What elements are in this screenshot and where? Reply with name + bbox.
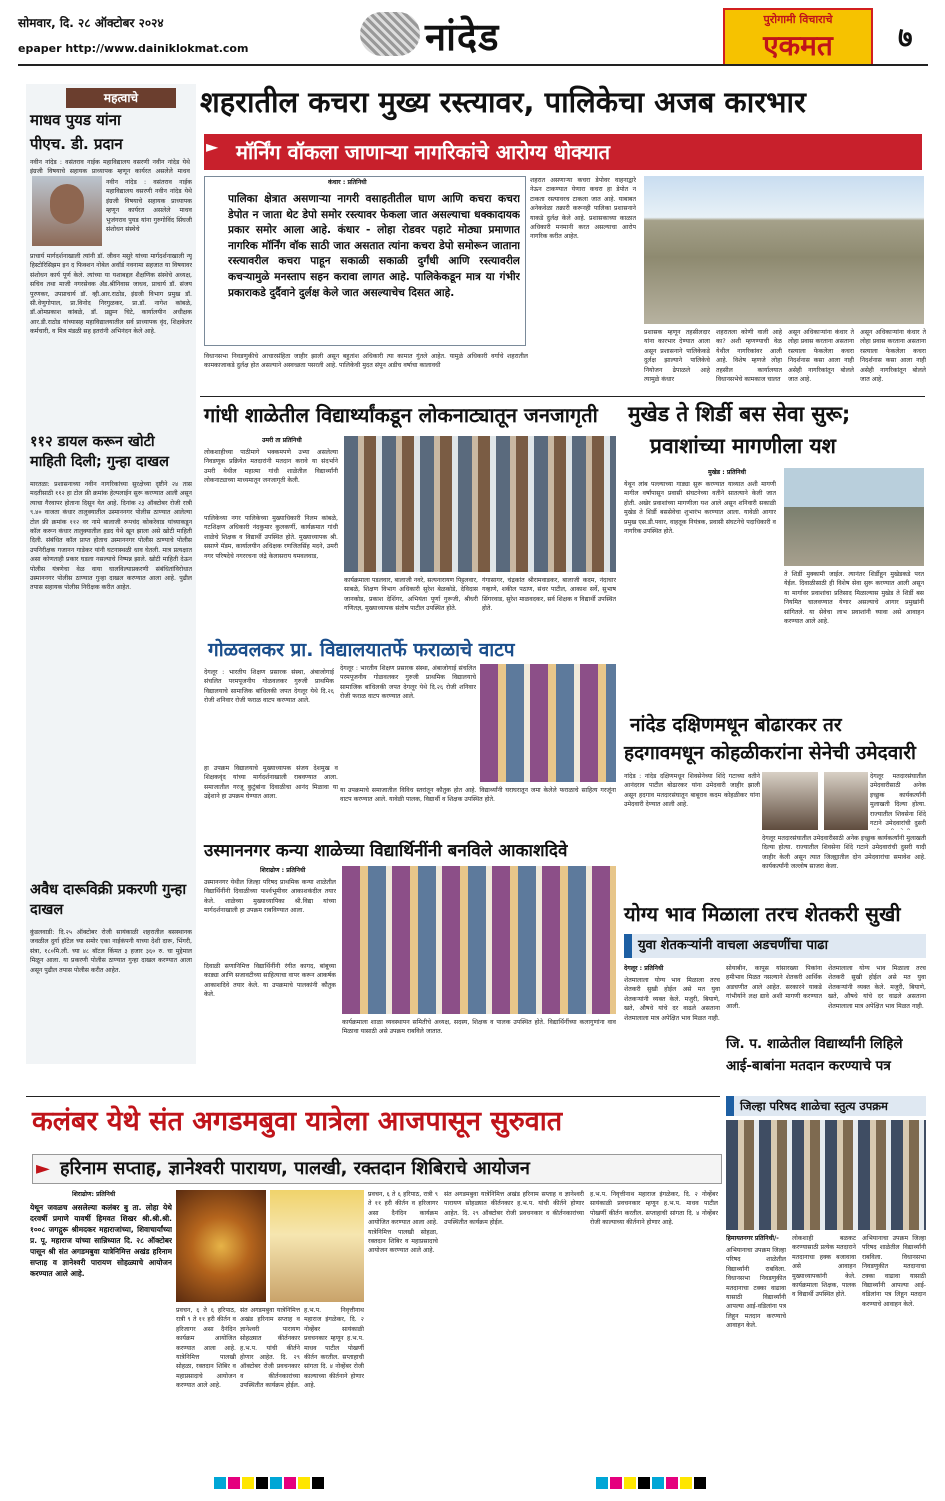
top-col5b: असून अधिकाऱ्यांना कंधार ते लोहा प्रवास करताना असताना रस्त्याला फेकलेला कचरा निदर्शनास कसा आला नाही असेही नागरिकांतून बोलले जात आहे. [860,329,926,384]
zp-body3: अभियानाचा उपक्रम जिल्हा परिषद शाळेतील विद्यार्थ्यांनी राबविला. विधानसभा निवडणुकीत मतदानाचा टक्का वाढावा यासाठी विद्यार्थ्यांनी आपल्या आई-वडिलांना पत्र लिहून मतदान करण्याचे आवाहन केले. [862,1235,926,1308]
farmer-body3: शेतमालाला योग्य भाव मिळाला तरच शेतकरी सुखी होईल असे मत युवा शेतकऱ्यांनी व्यक्त केले. मजुरी, बियाणे, खते, औषधे यांचे दर वाढले असताना शेतमालाला मात्र अपेक्षित भाव मिळत नाही. [828,965,926,1010]
arrow-icon: ► [206,142,219,156]
farmer-byline: देगलूर : प्रतिनिधी [624,965,664,972]
cmyk-swatch [270,1477,282,1489]
lanterns-photo [342,866,616,1014]
sidebar-story2-body: मारतळा: प्रशासनाच्या नवीन नागरिकांच्या सुरक्षेच्या दृष्टीने २४ तास मदतीसाठी ११२ हा टोल फ्री क्रमांक हेल्पलाईन सुरू करण्यात आली असून त्याचा गैरवापर होताना दिसून येत आहे. दिनांक २३ ऑक्टोबर रोजी रात्री ९.४० वाजता कंधार तालुक्यातील उस्माननगर पोलीस ठाण्यात आलेल्या टोल फ्री क्रमांक ११२ वर नामे बालाजी रूपचंद कोकरेवाड यांच्याकडून कॉल करून कंधार तालुक्यातील हडद येथे खून झाला असे खोटी माहिती दिली. संबंधित कॉल प्राप्त होताच उस्माननगर पोलीस ठाण्याचे पोलीस उपनिरीक्षक गजानन गाडेकर यांनी घटनास्थळी धाव घेतली. मात्र प्रत्यक्षात असा कोणताही प्रकार घडला नसल्याचे निष्पन्न झाले. खोटी माहिती देऊन पोलीस यंत्रणेचा वेळ वाया घालविल्याप्रकरणी संबंधितांविरोधात उस्माननगर पोलीस ठाण्यात गुन्हा दाखल करण्यात आला आहे. पुढील तपास सहायक पोलीस निरीक्षक करीत आहेत. [30,481,192,592]
sidebar-story1-side: नवीन नांदेड : वसंतराव नाईक महाविद्यालय वसरणी नवीन नांदेड येथे इंग्रजी विषयाचे सहायक प्राध्यापक म्हणून कार्यरत असलेले माधव भुजंगराव पुयड यांना गुरुगोविंद सिंघजी संशोधन संस्थेचे [106,179,192,234]
farmer-subhead: युवा शेतकऱ्यांनी वाचला अडचणींचा पाढा [624,934,926,958]
top-byline: कंधार : प्रतिनिधी [328,179,367,186]
top-headline: शहरातील कचरा मुख्य रस्त्यावर, पालिकेचा अजब कारभार [200,85,806,119]
kalambar-col4: ह.भ.प. निवृत्तीनाथ महाराज इंगळेकर, दि. २ नोव्हेंबर सायंकाळी प्रवचनकार म्हणून ह.भ.प. माधव पाटील पोखर्णी कीर्तन करतील. सप्ताहाची सांगता दि. ४ नोव्हेंबर रोजी काल्याच्या कीर्तनाने होणार आहे. [590,1191,718,1227]
epaper-link[interactable]: epaper http://www.dainiklokmat.com [18,42,249,55]
zp-byline: हिमायतनगर प्रतिनिधी/- [726,1235,779,1242]
kalambar-headline: कलंबर येथे संत अगडमबुवा यात्रेला आजपासून सुरुवात [32,1106,563,1137]
top-lead: पालिका क्षेत्रात असणाऱ्या नागरी वसाहतीतील घाण आणि कचरा कचरा डेपोत न जाता थेट डेपो समोर रस्त्यावर फेकला जात असल्याचा धक्कादायक प्रकार समोर आला आहे. कंधार - लोहा रोडवर पहाटे मोठ्या प्रमाणात नागरिक मॉर्निंग वॉक साठी जात असतात त्यांना कचरा डेपो समोरून जाताना रस्त्यावरील कचरा पाहून सकाळी सकाळी दुर्गंधी आणि रस्त्यावरील कचऱ्यामुळे मनस्ताप सहन करावा लागत आहे. पालिकेकडून मात्र या गंभीर प्रकाराकडे दुर्दैवाने दुर्लक्ष केले जात असल्याचेच दिसत आहे. [228,193,520,299]
golwalkar-body-side: देगलूर : भारतीय शिक्षण प्रसारक संस्था, अंबाजोगाई संचलित परमपूजनीय गोळवलकर गुरुजी प्राथमिक विद्यालयाचे सामाजिक बांधिलकी जपत देगलूर येथे दि.२६ रोजी शनिवार रोजी फराळ वाटप करण्यात आले. [340,665,476,701]
city-emblem-icon [360,12,420,56]
cmyk-swatch [680,1477,692,1489]
cmyk-swatch [666,1477,678,1489]
usmannagar-body3: कार्यक्रमाला शाळा व्यवस्थापन समितीचे अध्यक्ष, सदस्य, शिक्षक व पालक उपस्थित होते. विद्यार्थिनींच्या कलागुणांना वाव मिळावा यासाठी असे उपक्रम राबविले जातात. [342,1019,616,1036]
divider [26,1096,720,1097]
cmyk-swatch [214,1477,226,1489]
nanded-side-a: देगलूर मतदारसंघातील उमेदवारीसाठी अनेक इच्छुक कार्यकर्त्यांनी मुलाखती दिल्या होत्या. राज्यातील शिवसेना शिंदे गटाने उमेदवारांची दुसरी [870,773,926,828]
mukhed-body: येथून लांब पल्ल्याच्या गाड्या सुरू करण्यात याव्यात अशी मागणी मागील वर्षांपासून प्रवासी संघटनेच्या वतीने सातत्याने केली जात होती. अखेर प्रवाशांच्या मागणीला यश आले असून शनिवारी सकाळी मुखेड ते शिर्डी बससेवेचा शुभारंभ करण्यात आला. यावेळी आगार प्रमुख एस.डी.पवार, वाहतूक नियंत्रक, प्रवासी संघटनेचे पदाधिकारी व नागरिक उपस्थित होते. [624,481,776,536]
section-city: नांदेड [425,15,500,59]
kalambar-col1d: ह.भ.प. निवृत्तीनाथ महाराज इंगळेकर, दि. २ नोव्हेंबर सायंकाळी प्रवचनकार म्हणून ह.भ.प. माधव पाटील पोखर्णी कीर्तन करतील. सप्ताहाची सांगता दि. ४ नोव्हेंबर रोजी काल्याच्या कीर्तनाने होणार आहे. [304,1307,364,1390]
cmyk-swatch [242,1477,254,1489]
kalambar-lead: येथून जवळच असलेल्या कलंबर बु ता. लोहा येथे दरवर्षी प्रमाणे यावर्षी हिमवत शिखर श्री.श्री.श्री. १००८ जगद्गुरू श्रीमदकर महाराजांच्या, शिवाचार्यांच्या प्र. पू. महाराज यांच्या सान्निध्यात दि. २८ ऑक्टोबर पासून श्री संत अगडमबुवा यात्रेनिमित्त अखंड हरिनाम सप्ताह व ज्ञानेश्वरी पारायण सोहळ्याचे आयोजन करण्यात आले आहे. [30,1203,172,1278]
gandhi-byline: उमरी ता प्रतिनिधी [262,437,302,444]
usmannagar-byline: शिराढोण : प्रतिनिधी [260,867,306,874]
nanded-side: देगलूर मतदारसंघातील उमेदवारीसाठी अनेक इच्छुक कार्यकर्त्यांनी मुलाखती दिल्या होत्या. राज्यातील शिवसेना शिंदे गटाने उमेदवारांची दुसरी यादी जाहीर केली असून त्यात जिल्ह्यातील दोन उमेदवारांचा समावेश आहे. कार्यकर्त्यांनी जल्लोष साजरा केला. [762,835,926,871]
mukhed-side: ते शिर्डी मुक्कामी जाईल. त्यानंतर शिर्डीहून मुखेडकडे परत येईल. दिवाळीसाठी ही विशेष सेवा सुरू करण्यात आली असून या मार्गावर प्रवाशांचा प्रतिसाद मिळाल्यास मुखेड ते शिर्डी बस नियमित चालवण्यात येणार असल्याचे आगार प्रमुखांनी सांगितले. या सेवेचा लाभ प्रवाशांनी घ्यावा असे आवाहन करण्यात आले आहे. [784,571,924,626]
registration-marks [214,1474,326,1492]
zp-headline-b: आई-बाबांना मतदान करण्याचे पत्र [726,1058,891,1074]
garbage-road-photo [644,176,924,324]
top-subhead: मॉर्निंग वॉकला जाणाऱ्या नागरिकांचे आरोग्य धोक्यात [204,134,922,170]
cmyk-swatch [610,1477,622,1489]
usmannagar-body: उस्माननगर येथील जिल्हा परिषद प्राथमिक कन्या शाळेतील विद्यार्थिनींनी दिवाळीच्या पार्श्वभूमीवर आकाशकंदील तयार केले. शाळेच्या मुख्याध्यापिका श्री.विद्या यांच्या मार्गदर्शनाखाली हा उपक्रम राबविण्यात आला. [204,879,336,915]
zp-body2: लोकशाही बळकट करण्यासाठी प्रत्येक मतदाराने मतदानाचा हक्क बजावावा असे आवाहन मुख्याध्यापकांनी केले. कार्यक्रमाला शिक्षक, पालक व विद्यार्थी उपस्थित होते. [792,1235,856,1299]
page-number: ७ [898,21,913,54]
usmannagar-headline: उस्माननगर कन्या शाळेच्या विद्यार्थिनींनी बनविले आकाशदिवे [204,841,568,861]
candidate-photo-1 [762,772,818,830]
zp-body: अभियानाचा उपक्रम जिल्हा परिषद शाळेतील विद्यार्थ्यांनी राबविला. विधानसभा निवडणुकीत मतदानाचा टक्का वाढावा यासाठी विद्यार्थ्यांनी आपल्या आई-वडिलांना पत्र लिहून मतदान करण्याचे आवाहन केले. [726,1247,786,1330]
cmyk-swatch [596,1477,608,1489]
gandhi-body3: कार्यक्रमाला पडलवार, बालाजी नवरे, सत्यनारायण पिट्टलवार, साबळे, शिक्षण विभाग अधिकारी सुरेश बेळकोडे, देविदास जानकोड, प्रकाश देशिंगर, अभियंता पूर्णा गुरूजी, श्रीधरी गणितज्ञ, मुख्याध्यापक संतोष पाटील उपस्थित होते. [344,577,478,613]
cmyk-swatch [298,1477,310,1489]
divider [200,396,925,397]
farmer-body: शेतमालाला योग्य भाव मिळाला तरच शेतकरी सुखी होईल असे मत युवा शेतकऱ्यांनी व्यक्त केले. मजुरी, बियाणे, खते, औषधे यांचे दर वाढले असताना शेतमालाला मात्र अपेक्षित भाव मिळत नाही. [624,977,720,1022]
gandhi-body: लोकशाहीच्या पाठीमागे भक्कमपणे उभ्या असलेल्या निवडणूक प्रक्रियेत मतदारांनी मतदान करावे या संदर्भाने उमरी येथील महात्मा गांधी शाळेतील विद्यार्थ्यांनी लोकनाट्याच्या माध्यमातून जनजागृती केली. [204,449,338,485]
sidebar-story2-title: ११२ डायल करून खोटी माहिती दिली; गुन्हा दाखल [30,434,169,470]
cmyk-swatch [256,1477,268,1489]
kalambar-subhead: हरिनाम सप्ताह, ज्ञानेश्वरी पारायण, पालखी, रक्तदान शिबिराचे आयोजन [60,1158,530,1179]
cmyk-swatch [624,1477,636,1489]
top-col4: शहरातला कोणी वाली आहे का? अशी म्हणण्याची वेळ येथील नागरिकांवर आली आहे. विशेष म्हणजे लोहा तहसील कार्यालयात विधानसभेचे कामकाज चालत [716,329,782,384]
sidebar-story1-body-a: नवीन नांदेड : वसंतराव नाईक महाविद्यालय वसरणी नवीन नांदेड येथे इंग्रजी विषयाचे सहायक प्राध्यापक म्हणून कार्यरत असलेले माधव [30,159,190,176]
golwalkar-headline: गोळवलकर प्रा. विद्यालयातर्फे फराळाचे वाटप [208,639,515,661]
cmyk-swatch [638,1477,650,1489]
nanded-headline-a: नांदेड दक्षिणमधून बोढारकर तर [630,714,842,736]
gandhi-body4: गंगासागर, चंद्रकांत श्रीरामवाडकर, बालाजी कदम, नंदाचार गव्हाणे, शकील पठाण, संधर पाटील, आकाश सर्वे, सुभाष सिंगरवाड, सुरेश माळवदकर, सर्व शिक्षक व विद्यार्थी उपस्थित होते. [482,577,616,613]
zp-subhead: जिल्हा परिषद शाळेचा स्तुत्य उपक्रम [726,1096,926,1116]
golwalkar-body3: या उपक्रमाचे समाजातील विविध स्तरांतून कौतुक होत आहे. विद्यार्थ्यांनी घराघरातून जमा केलेले फराळाचे साहित्य गरजूंना वाटप करण्यात आले. यावेळी पालक, विद्यार्थी व शिक्षक उपस्थित होते. [340,787,616,804]
cmyk-swatch [312,1477,324,1489]
sidebar-story1-title-a: माधव पुयड यांना [30,111,121,129]
cmyk-swatch [694,1477,706,1489]
kalambar-col2: प्रवचन, ६ ते ६ हरिपाठ, रात्री ९ ते ११ हरी कीर्तन व हरिजागर असा दैनंदिन कार्यक्रम आयोजित करण्यात आला आहे. यात्रेनिमित्त पालखी सोहळा, रक्तदान शिबिर व महाप्रसादाचे आयोजन करण्यात आले आहे. [368,1191,438,1255]
brand-logo [723,8,873,66]
mukhed-byline: मुखेड : प्रतिनिधी [708,469,746,476]
usmannagar-body2: दिवाळी सणानिमित्त विद्यार्थिनींनी रंगीत कागद, बांबूच्या काड्या आणि सजावटीच्या साहित्याचा वापर करून आकर्षक आकाशदिवे तयार केले. या उपक्रमाचे पालकांनी कौतुक केले. [204,963,336,999]
brand-name: एकमत [763,29,833,62]
cmyk-swatch [284,1477,296,1489]
kalambar-byline: शिराढोण: प्रतिनिधी [72,1191,116,1198]
registration-marks [596,1474,708,1492]
nanded-headline-b: हदगावमधून कोहळीकरांना सेनेची उमेदवारी [624,742,916,764]
top-col2: शहरात असणाऱ्या कचरा डेपोवर वाहनाद्वारे नेऊन टाकण्यात येणारा कचरा हा डेपोत न टाकता रस्त्यावरच टाकला जात आहे. याबाबत अनेकवेळा तक्रारी करूनही पालिका प्रशासनाने याकडे दुर्लक्ष केले आहे. प्रशासकाच्या काळात अधिकारी मनमानी करत असल्याचा आरोप नागरिक करीत आहेत. [530,177,636,241]
top-lower: विधानसभा निवडणुकीचे आचारसंहिता जाहीर झाली असून बहुतांश अधिकारी त्या कामात गुंतले आहेत. यामुळे अधिकारी वर्गाचे शहरातील कामकाजाकडे दुर्लक्ष होत असल्याने अस्वच्छता पसरली आहे. पालिकेची मुदत संपून अडीच वर्षाचा कालावधी [204,353,528,370]
saint-photo [270,1190,364,1302]
mukhed-headline-a: मुखेड ते शिर्डी बस सेवा सुरू; [628,402,851,426]
deity-photo [176,1190,266,1302]
nanded-body: नांदेड : नांदेड दक्षिणमधून शिवसेनेच्या शिंदे गटाच्या वतीने आनंदराव पाटील बोढारकर यांना उमेदवारी जाहीर झाली असून हदगाव मतदारसंघातून बाबूराव कदम कोहळीकर यांना उमेदवारी देण्यात आली आहे. [624,773,760,809]
bus-inauguration-photo [784,468,924,566]
sidebar-story1-body-b: प्राचार्य मार्गदर्शनाखाली त्यांनी डॉ. जीवन मसुरे यांच्या मार्गदर्शनाखाली न्यू हिस्टोरिसिझम इन द फिक्शन नोबेल अवॉर्ड नवनामा सहजात या विषयावर संशोधन कार्य पूर्ण केले. त्यांच्या या यशाबद्दल शैक्षणिक संस्थेचे अध्यक्ष, सचिव तथा माजी नगरसेवक ॲड.श्रीनिवास जाधव, प्राचार्य डॉ. संजय पुरणकर, उपप्राचार्य डॉ. व्ही.आर.राठोड, इंग्रजी विभाग प्रमुख डॉ. सी.वेणुगोपाल, प्रा.विनोद निरगुळकर, प्रा.डॉ. नागेश कांबळे, डॉ.ओमप्रकाश कांबळे, डॉ. प्रद्युम्न चिटे, कार्यालयीन अधीक्षक आर.डी.राठोड यांच्यासह महाविद्यालयातील सर्व प्राध्यापक वृंद, शिक्षकेतर कर्मचारी, व मित्र मंडळी सह इतरांनी अभिनंदन केले आहे. [30,253,192,336]
top-col5: असून अधिकाऱ्यांना कंधार ते लोहा प्रवास करताना असताना रस्त्याला फेकलेला कचरा निदर्शनास कसा आला नाही असेही नागरिकांतून बोलले जात आहे. [788,329,854,384]
gandhi-body2: पालिकेच्या नगर पालिकेच्या मुख्याधिकारी निलम कांबळे, गटशिक्षण अधिकारी नंदकुमार कुलकर्णी, कार्यक्रमात गांधी शाळेचे शिक्षक व विद्यार्थी उपस्थित होते. मुख्याध्यापक श्री. ससाणे मॅडम, कार्यालयीन अधिक्षक रणजितसिंह मदने, उमरी नगर परिषदेचे नगररचना जंद्रे केलासराय यमवलवाड, [204,515,338,560]
cmyk-swatch [228,1477,240,1489]
sidebar-story1-title-b: पीएच. डी. प्रदान [30,135,123,153]
top-col3: प्रशासक म्हणून तहसीलदार यांना कारभार देण्यात आला असून प्रशासनाने पालिकेकडे दुर्लक्ष झाल्याने पालिकेचे नियोजन ढेपाळले आहे त्यामुळे कंधार [644,329,710,384]
issue-date: सोमवार, दि. २८ ऑक्टोबर २०२४ [18,16,164,30]
sidebar-story3-title: अवैध दारूविक्री प्रकरणी गुन्हा दाखल [30,882,187,918]
gandhi-photo [344,436,616,572]
golwalkar-body2: हा उपक्रम विद्यालयाचे मुख्याध्यापक संजय देशमुख व शिक्षकवृंद यांच्या मार्गदर्शनाखाली राबवण्यात आला. समाजातील गरजू कुटुंबांना दिवाळीचा आनंद मिळावा या उद्देशाने हा उपक्रम घेण्यात आला. [204,765,338,801]
masthead-rule [18,64,928,66]
farmer-headline: योग्य भाव मिळाला तरच शेतकरी सुखी [624,902,901,926]
golwalkar-body: देगलूर : भारतीय शिक्षण प्रसारक संस्था, अंबाजोगाई संचलित परमपूजनीय गोळवलकर गुरुजी प्राथमिक विद्यालयाचे सामाजिक बांधिलकी जपत देगलूर येथे दि.२६ रोजी शनिवार रोजी फराळ वाटप करण्यात आले. [204,669,334,705]
zp-headline-a: जि. प. शाळेतील विद्यार्थ्यांनी लिहिले [726,1036,903,1052]
mukhed-headline-b: प्रवाशांच्या मागणीला यश [650,434,836,458]
sidebar-label: महत्वाचे [66,88,176,108]
cmyk-swatch [652,1477,664,1489]
gandhi-headline: गांधी शाळेतील विद्यार्थ्यांकडून लोकनाट्यातून जनजागृती [204,403,598,427]
farmer-body2: सोयाबीन, कापूस यांसारख्या पिकांना हमीभाव मिळत नसल्याने शेतकरी आर्थिक अडचणीत आले आहेत. सरकारने याकडे गांभीर्याने लक्ष द्यावे अशी मागणी करण्यात आली. [726,965,822,1010]
sidebar-story3-body: कुंडलवाडी: दि.२५ ऑक्टोबर रोजी सायंकाळी शहरातील बसस्थानक जवळील दुर्गा हॉटेल च्या समोर एका नाईकंपनी याच्या देशी दारू, भिंगरी, संत्रा, १८०मि.ली. च्या ४८ बॉटल किंमत ३ हजार ३६० रु. चा मुद्देमाल मिळून आला. या प्रकरणी पोलीस ठाण्यात गुन्हा दाखल करण्यात आला असून पुढील तपास पोलीस करीत आहेत. [30,929,192,974]
brand-tagline: पुरोगामी विचाराचे [763,13,833,26]
zp-students-photo [726,1120,926,1230]
kalambar-col3: संत अगडमबुवा यात्रेनिमित्त अखंड हरिनाम सप्ताह व ज्ञानेश्वरी पारायण सोहळ्यात कीर्तनकार ह.भ.प. यांची कीर्तने होणार आहेत. दि. २९ ऑक्टोबर रोजी प्रवचनकार व कीर्तनकारांच्या उपस्थितीत कार्यक्रम होईल. [444,1191,584,1227]
candidate-photo-2 [824,772,868,830]
kalambar-col1b: प्रवचन, ६ ते ६ हरिपाठ, रात्री ९ ते ११ हरी कीर्तन व हरिजागर असा दैनंदिन कार्यक्रम आयोजित करण्यात आला आहे. यात्रेनिमित्त पालखी सोहळा, रक्तदान शिबिर व महाप्रसादाचे आयोजन करण्यात आले आहे. [176,1307,236,1390]
portrait-photo [32,176,102,246]
kalambar-col1c: संत अगडमबुवा यात्रेनिमित्त अखंड हरिनाम सप्ताह व ज्ञानेश्वरी पारायण सोहळ्यात कीर्तनकार ह.भ.प. यांची कीर्तने होणार आहेत. दि. २९ ऑक्टोबर रोजी प्रवचनकार व कीर्तनकारांच्या उपस्थितीत कार्यक्रम होईल. [240,1307,300,1390]
golwalkar-photo [480,664,616,782]
arrow-icon: ► [36,1158,50,1179]
